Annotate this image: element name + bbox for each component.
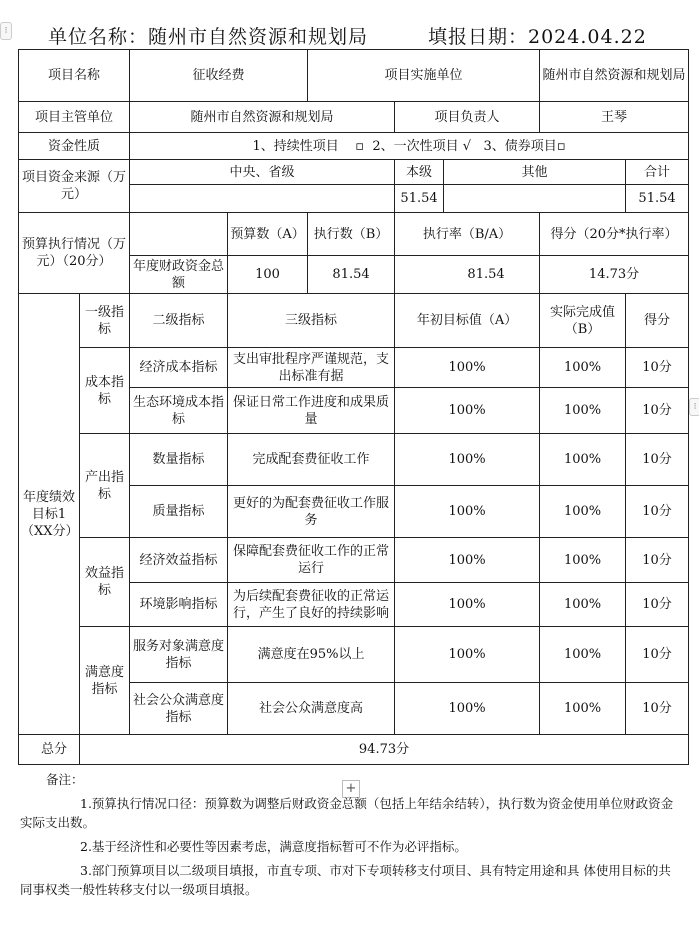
level3-indicator: 社会公众满意度高 <box>228 683 395 735</box>
source-col-local: 本级 <box>395 160 444 185</box>
target-value: 100% <box>395 486 540 538</box>
row-dept <box>19 102 689 133</box>
budget-score: 14.73分 <box>540 256 689 294</box>
perf-h-target: 年初目标值（A） <box>395 294 540 348</box>
impl-unit-label: 项目实施单位 <box>308 50 540 102</box>
row-total <box>19 735 689 765</box>
unit-name: 单位名称：随州市自然资源和规划局 <box>48 26 369 48</box>
actual-value: 100% <box>540 434 626 486</box>
owner: 王琴 <box>540 102 689 133</box>
perf-h-score: 得分 <box>626 294 689 348</box>
budget-col-rate: 执行率（B/A） <box>395 213 540 256</box>
level3-indicator: 保障配套费征收工作的正常运行 <box>228 538 395 583</box>
perf-h-actual: 实际完成值（B） <box>540 294 626 348</box>
table-row <box>19 434 689 486</box>
add-row-button[interactable]: + <box>342 780 360 798</box>
target-value: 100% <box>395 348 540 388</box>
total-value: 94.73分 <box>80 735 689 765</box>
source-col-total: 合计 <box>626 160 689 185</box>
owner-label: 项目负责人 <box>395 102 540 133</box>
notes-section <box>20 770 680 904</box>
report-header <box>0 18 699 52</box>
note-item: 2.基于经济性和必要性等因素考虑，满意度指标暂可不作为必评指标。 <box>80 839 467 854</box>
level3-indicator: 更好的为配套费征收工作服务 <box>228 486 395 538</box>
score-value: 10分 <box>626 486 689 538</box>
right-edge-handle[interactable]: ⁝ <box>689 398 699 416</box>
actual-value: 100% <box>540 538 626 583</box>
budget-row-label: 年度财政资金总额 <box>130 256 228 294</box>
source-label: 项目资金来源（万元） <box>19 160 130 213</box>
score-value: 10分 <box>626 583 689 627</box>
report-date: 填报日期：2024.04.22 <box>428 26 647 48</box>
note-item: 1.预算执行情况口径：预算数为调整后财政资金总额（包括上年结余结转），执行数为资金使用单位财政资金实际支出数。 <box>20 796 674 830</box>
dept-label: 项目主管单位 <box>19 102 130 133</box>
source-val-central <box>130 185 395 213</box>
source-val-total: 51.54 <box>626 185 689 213</box>
level2-indicator: 经济成本指标 <box>130 348 228 388</box>
level3-indicator: 满意度在95%以上 <box>228 627 395 683</box>
perf-h-level3: 三级指标 <box>228 294 395 348</box>
notes-title: 备注： <box>46 772 84 787</box>
budget-rate: 81.54 <box>395 256 540 294</box>
target-value: 100% <box>395 388 540 434</box>
level2-indicator: 环境影响指标 <box>130 583 228 627</box>
level3-indicator: 完成配套费征收工作 <box>228 434 395 486</box>
table-row <box>19 627 689 683</box>
table-row <box>19 538 689 583</box>
row-budget-header <box>19 213 689 256</box>
dept: 随州市自然资源和规划局 <box>130 102 395 133</box>
score-value: 10分 <box>626 434 689 486</box>
total-label: 总分 <box>19 735 80 765</box>
level3-indicator: 保证日常工作进度和成果质量 <box>228 388 395 434</box>
source-col-other: 其他 <box>444 160 626 185</box>
group-name: 效益指标 <box>80 538 130 627</box>
actual-value: 100% <box>540 486 626 538</box>
actual-value: 100% <box>540 583 626 627</box>
source-val-local: 51.54 <box>395 185 444 213</box>
actual-value: 100% <box>540 348 626 388</box>
budget-label: 预算执行情况（万元）（20分） <box>19 213 130 294</box>
perf-h-level1: 一级指标 <box>80 294 130 348</box>
target-value: 100% <box>395 683 540 735</box>
level2-indicator: 社会公众满意度指标 <box>130 683 228 735</box>
score-value: 10分 <box>626 538 689 583</box>
table-row <box>19 348 689 388</box>
budget-b: 81.54 <box>308 256 395 294</box>
group-name: 满意度指标 <box>80 627 130 735</box>
actual-value: 100% <box>540 683 626 735</box>
perf-h-level2: 二级指标 <box>130 294 228 348</box>
row-project-name <box>19 50 689 102</box>
performance-table <box>18 49 689 765</box>
actual-value: 100% <box>540 388 626 434</box>
group-name: 成本指标 <box>80 348 130 434</box>
budget-col-b: 执行数（B） <box>308 213 395 256</box>
group-name: 产出指标 <box>80 434 130 538</box>
note-item: 3.部门预算项目以二级项目填报，市直专项、市对下专项转移支付项目、具有特定用途和具 体使用目标的共同事权类一般性转移支付以一级项目填报。 <box>20 863 671 897</box>
level2-indicator: 服务对象满意度指标 <box>130 627 228 683</box>
budget-col-a: 预算数（A） <box>228 213 308 256</box>
level2-indicator: 生态环境成本指标 <box>130 388 228 434</box>
row-perf-header <box>19 294 689 348</box>
score-value: 10分 <box>626 388 689 434</box>
target-value: 100% <box>395 583 540 627</box>
budget-col-score: 得分（20分*执行率） <box>540 213 689 256</box>
level2-indicator: 经济效益指标 <box>130 538 228 583</box>
impl-unit: 随州市自然资源和规划局 <box>540 50 689 102</box>
row-source-header <box>19 160 689 185</box>
target-value: 100% <box>395 627 540 683</box>
level3-indicator: 为后续配套费征收的正常运行，产生了良好的持续影响 <box>228 583 395 627</box>
source-col-central: 中央、省级 <box>130 160 395 185</box>
level3-indicator: 支出审批程序严谨规范，支出标准有据 <box>228 348 395 388</box>
left-edge-handle[interactable]: ⁝ <box>0 22 12 40</box>
budget-a: 100 <box>228 256 308 294</box>
level2-indicator: 质量指标 <box>130 486 228 538</box>
target-value: 100% <box>395 434 540 486</box>
actual-value: 100% <box>540 627 626 683</box>
score-value: 10分 <box>626 627 689 683</box>
target-value: 100% <box>395 538 540 583</box>
project-name: 征收经费 <box>130 50 308 102</box>
score-value: 10分 <box>626 683 689 735</box>
fund-nature-label: 资金性质 <box>19 133 130 160</box>
level2-indicator: 数量指标 <box>130 434 228 486</box>
row-fund-nature <box>19 133 689 160</box>
fund-nature: 1、持续性项目 ▫ 2、一次性项目 √ 3、债券项目▫ <box>130 133 689 160</box>
perf-label: 年度绩效目标1（XX分） <box>19 294 80 735</box>
score-value: 10分 <box>626 348 689 388</box>
project-name-label: 项目名称 <box>19 50 130 102</box>
source-val-other <box>444 185 626 213</box>
budget-blank <box>130 213 228 256</box>
